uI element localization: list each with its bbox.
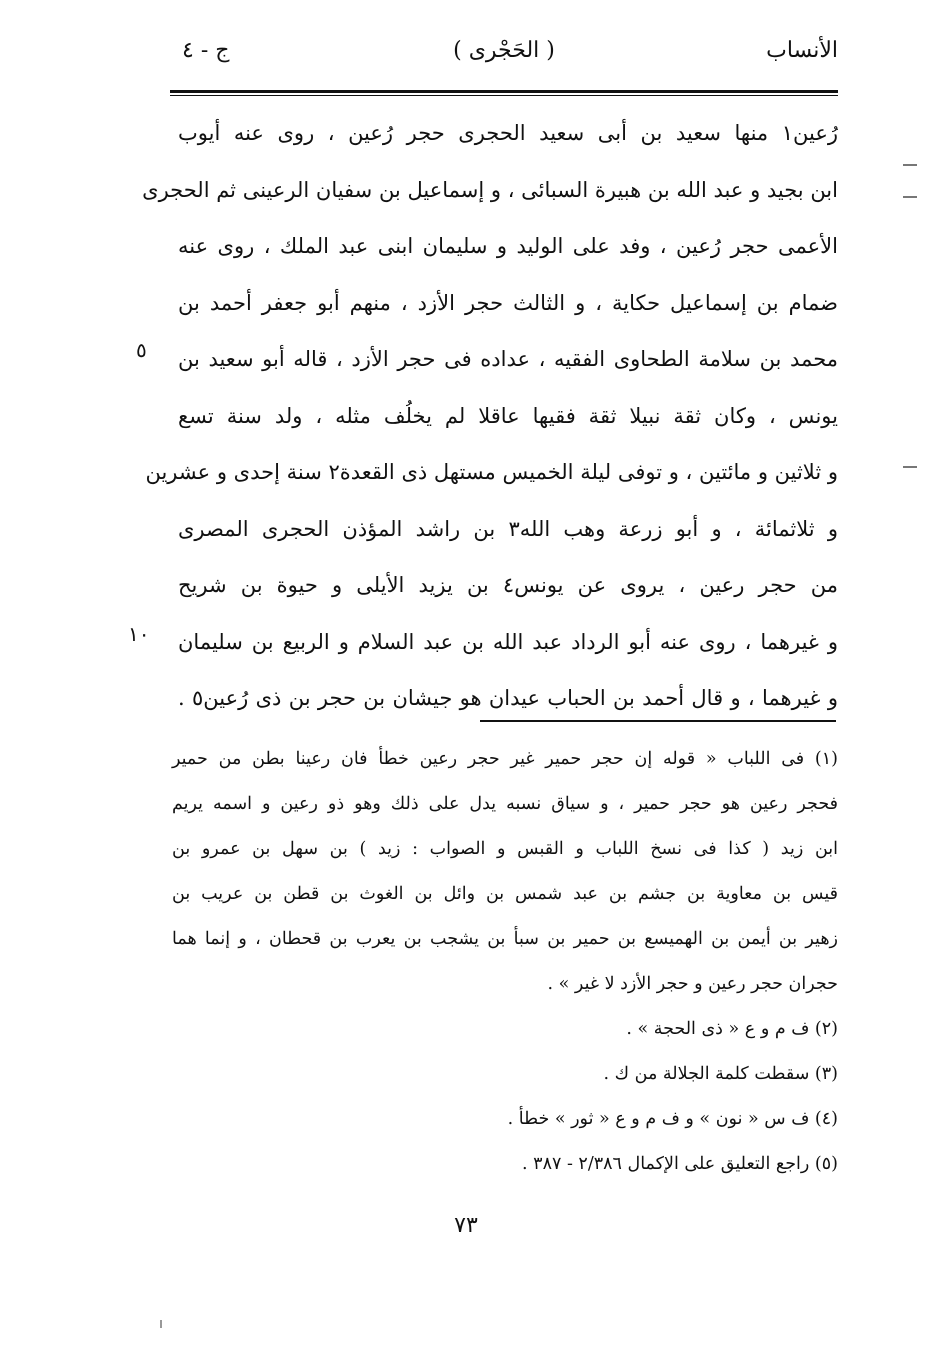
text-line: محمد بن سلامة الطحاوى الفقيه ، عداده فى حجر الأزد ، قاله أبو سعيد بن — [178, 347, 838, 371]
line-number-5: ٥ — [136, 338, 147, 362]
footnote-separator — [480, 720, 836, 722]
text-line: ابن بجيد و عبد الله بن هبيرة السبائى ، و إسماعيل بن سفيان الرعينى ثم الحجرى — [142, 177, 838, 202]
text-line: و ثلاثمائة ، و أبو زرعة وهب الله٣ بن راشد المؤذن الحجرى المصرى — [178, 516, 838, 541]
text-line: رُعين١ منها سعيد بن أبى سعيد الحجرى حجر رُعين ، روى عنه أيوب — [178, 121, 838, 145]
text-line: الأعمى حجر رُعين ، وفد على الوليد و سليمان ابنى عبد الملك ، روى عنه — [178, 234, 838, 258]
header-volume-label: ج - ٤ — [182, 38, 230, 63]
main-text — [142, 108, 838, 730]
footnote-5: (٥) راجع التعليق على الإكمال ٢/٣٨٦ - ٣٨٧ . — [522, 1154, 838, 1174]
footnote-line: (١) فى اللباب « قوله إن حجر حمير غير حجر رعين خطأ فان رعينا بطن من حمير — [172, 749, 838, 769]
footnote-3: (٣) سقطت كلمة الجلالة من ك . — [603, 1064, 838, 1084]
footnote-line: زهير بن أيمن بن الهميسع بن حمير بن سبأ بن يشجب بن يعرب بن قحطان ، و إنما هما — [172, 929, 838, 949]
footnote-line: ابن زيد ( كذا فى نسخ اللباب و القبس و الصواب : زيد ) بن سهل بن عمرو بن — [172, 839, 838, 859]
footnotes — [172, 738, 838, 1188]
footnote-2: (٢) ف م و ع « ذى الحجة » . — [626, 1019, 838, 1039]
margin-tick — [903, 466, 917, 468]
text-line: و غيرهما ، و قال أحمد بن الحباب عيدان هو جيشان بن حجر بن ذى رُعين٥ . — [178, 686, 838, 710]
text-line: و غيرهما ، روى عنه أبو الرداد عبد الله بن عبد السلام و الربيع بن سليمان — [178, 629, 838, 654]
text-line: و ثلاثين و مائتين ، و توفى ليلة الخميس مستهل ذى القعدة٢ سنة إحدى و عشرين — [145, 460, 838, 484]
margin-tick — [903, 164, 917, 166]
header-book-title: الأنساب — [766, 38, 838, 63]
text-line: ضمام بن إسماعيل حكاية ، و الثالث حجر الأزد ، منهم أبو جعفر أحمد بن — [178, 290, 838, 315]
header-rule — [170, 90, 838, 96]
line-number-10: ١٠ — [128, 622, 150, 646]
text-line: يونس ، وكان ثقة نبيلا ثقة فقيها عاقلا لم يخلُف مثله ، ولد سنة تسع — [178, 403, 838, 428]
margin-tick — [903, 196, 917, 198]
header-entry-title: ( الحَجْرى ) — [453, 38, 555, 63]
page-number: ٧٣ — [454, 1213, 478, 1238]
scan-artifact — [160, 1320, 162, 1328]
text-line: من حجر رعين ، يروى عن يونس٤ بن يزيد الأيلى و حيوة بن شريح — [178, 573, 838, 597]
running-header — [170, 38, 838, 82]
footnote-line: قيس بن معاوية بن جشم بن عبد شمس بن وائل بن الغوث بن قطن بن عريب بن — [172, 884, 838, 904]
footnote-line: فحجر رعين هو حجر حمير ، و سياق نسبه يدل على ذلك وهو ذو رعين و اسمه يريم — [172, 794, 838, 814]
footnote-4: (٤) ف س « نون » و ف م و ع « ثور » خطأ . — [507, 1109, 838, 1129]
footnote-line: حجران حجر رعين و حجر الأزد لا غير » . — [547, 974, 838, 994]
